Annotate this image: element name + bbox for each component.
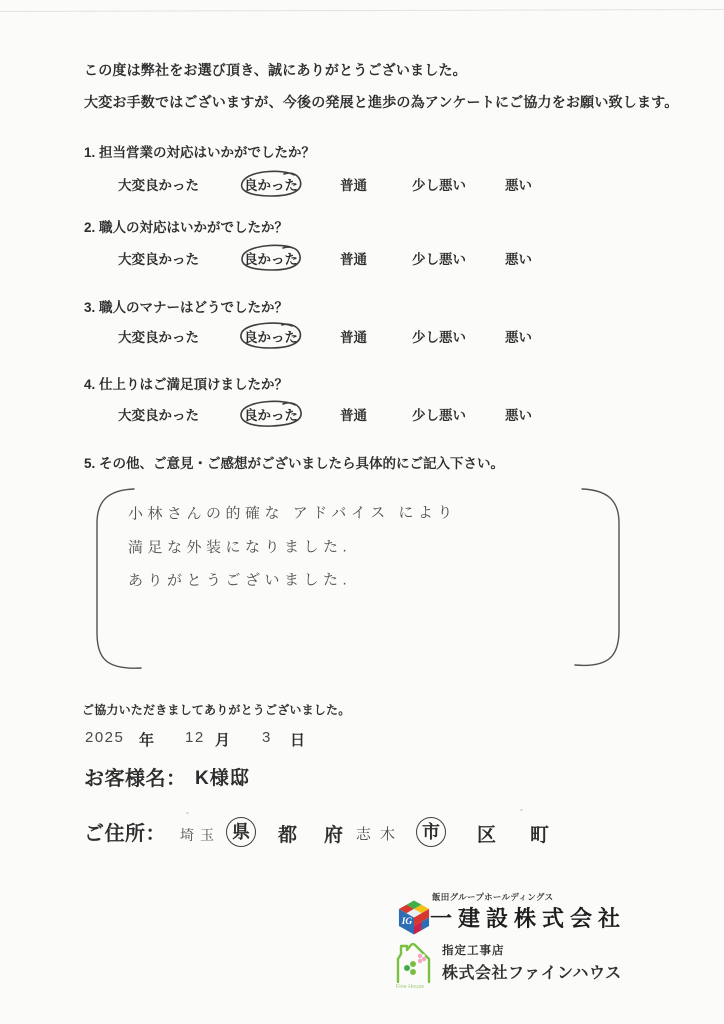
question-5-label: 5. その他、ご意見・ご感想がございましたら具体的にご記入下さい。 xyxy=(84,456,505,471)
fine-house-logo-block xyxy=(392,934,682,1004)
address-unit-ken-circled: 県 xyxy=(226,817,256,847)
option-good-label: 良かった xyxy=(244,178,298,193)
date-day-unit: 日 xyxy=(290,732,306,749)
closing-thanks-line: ご協力いただきましてありがとうございました。 xyxy=(82,703,351,717)
option-slightly-bad: 少し悪い xyxy=(412,330,466,345)
address-unit-cho: 町 xyxy=(530,825,550,846)
date-month-unit: 月 xyxy=(215,732,231,749)
option-bad: 悪い xyxy=(505,252,532,267)
option-very-good: 大変良かった xyxy=(118,330,199,345)
option-good-circled xyxy=(244,404,298,424)
option-slightly-bad: 少し悪い xyxy=(412,408,466,423)
option-bad: 悪い xyxy=(505,330,532,345)
date-day-handwritten: 3 xyxy=(262,729,272,746)
handwritten-comment-line-1: 小林さんの的確な アドバイス により xyxy=(127,504,457,523)
iida-holdings-text: 飯田グループホールディングス xyxy=(432,892,554,902)
address-unit-ku: 区 xyxy=(477,825,497,846)
question-1-label: 1. 担当営業の対応はいかがでしたか？ xyxy=(84,145,316,160)
option-good-label: 良かった xyxy=(244,408,298,423)
fine-house-icon xyxy=(392,937,434,989)
fine-house-caption: Fine House xyxy=(396,984,425,989)
option-very-good: 大変良かった xyxy=(118,178,199,193)
option-very-good: 大変良かった xyxy=(118,408,199,423)
option-very-good: 大変良かった xyxy=(118,252,199,267)
option-normal: 普通 xyxy=(340,178,367,193)
scan-artifact-line xyxy=(0,9,724,12)
scan-speck xyxy=(186,812,189,814)
question-3-options xyxy=(118,326,558,348)
address-line xyxy=(84,817,604,853)
address-prefecture-handwritten: 埼玉 xyxy=(180,827,220,843)
date-month-handwritten: 12 xyxy=(185,729,205,746)
question-4-label: 4. 仕上りはご満足頂けましたか？ xyxy=(84,377,289,392)
option-good-circled xyxy=(244,326,298,346)
option-normal: 普通 xyxy=(340,252,367,267)
question-3-label: 3. 職人のマナーはどうでしたか？ xyxy=(84,300,289,315)
address-unit-to: 都 xyxy=(278,825,298,846)
fine-house-designation: 指定工事店 xyxy=(442,945,505,957)
fine-house-company-name: 株式会社ファインハウス xyxy=(442,965,622,982)
option-slightly-bad: 少し悪い xyxy=(412,178,466,193)
date-year-unit: 年 xyxy=(139,732,155,749)
question-4-options xyxy=(118,404,558,426)
handwritten-comment-line-3: ありがとうございました. xyxy=(127,571,352,590)
option-bad: 悪い xyxy=(505,178,532,193)
date-line xyxy=(85,729,345,753)
intro-line-2: 大変お手数ではございますが、今後の発展と進歩の為アンケートにご協力をお願い致します。 xyxy=(84,94,679,110)
option-bad: 悪い xyxy=(505,408,532,423)
date-year-handwritten: 2025 xyxy=(85,729,125,746)
iida-group-cube-icon xyxy=(398,899,430,936)
option-good-circled xyxy=(244,174,298,194)
question-2-options xyxy=(118,248,558,270)
address-unit-shi-circled: 市 xyxy=(416,817,446,847)
customer-name-value: K様邸 xyxy=(195,768,250,789)
address-unit-fu: 府 xyxy=(324,825,344,846)
option-slightly-bad: 少し悪い xyxy=(412,252,466,267)
option-good-label: 良かった xyxy=(244,252,298,267)
option-normal: 普通 xyxy=(340,330,367,345)
iida-group-logo-block xyxy=(396,886,686,936)
address-label: ご住所： xyxy=(84,823,166,845)
iida-company-name: 一建設株式会社 xyxy=(430,906,627,931)
handwritten-comment-line-2: 満足な外装になりました. xyxy=(127,538,352,557)
question-1-options xyxy=(118,174,558,196)
iida-cube-label: IG xyxy=(401,917,413,928)
intro-line-1: この度は弊社をお選び頂き、誠にありがとうございました。 xyxy=(84,62,467,78)
customer-name-label: お客様名： xyxy=(84,768,187,790)
option-normal: 普通 xyxy=(340,408,367,423)
address-city-handwritten: 志木 xyxy=(356,826,405,843)
option-good-circled xyxy=(244,248,298,268)
scan-speck xyxy=(520,809,523,811)
option-good-label: 良かった xyxy=(244,330,298,345)
question-2-label: 2. 職人の対応はいかがでしたか？ xyxy=(84,220,289,235)
customer-name-line xyxy=(84,762,484,792)
